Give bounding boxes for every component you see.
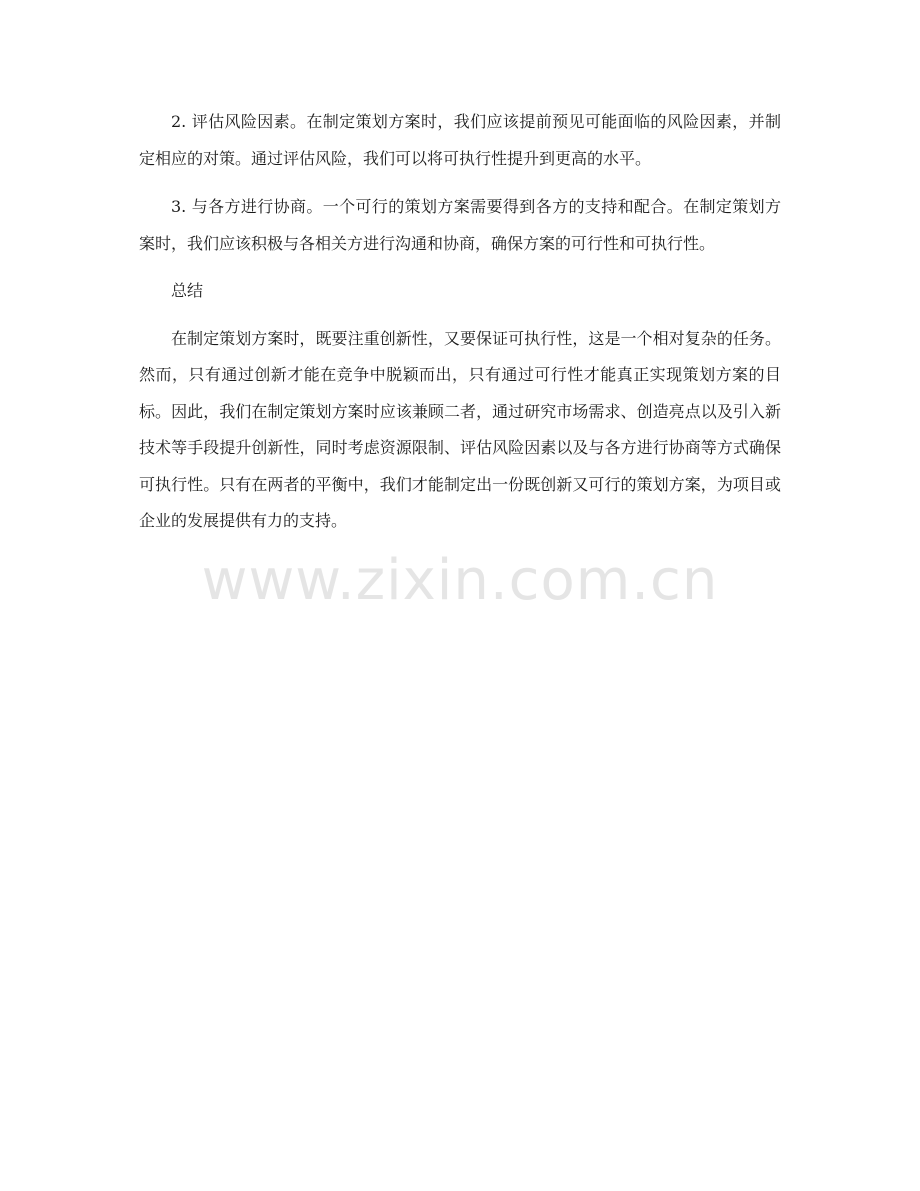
paragraph-risk-assessment: 2. 评估风险因素。在制定策划方案时，我们应该提前预见可能面临的风险因素，并制定相应的对策。通过评估风险，我们可以将可执行性提升到更高的水平。 — [139, 112, 781, 168]
watermark: www.zixin.com.cn — [201, 548, 719, 613]
paragraph-negotiation: 3. 与各方进行协商。一个可行的策划方案需要得到各方的支持和配合。在制定策划方案时，我们应该积极与各相关方进行沟通和协商，确保方案的可行性和可执行性。 — [139, 197, 781, 253]
paragraph-summary: 在制定策划方案时，既要注重创新性，又要保证可执行性，这是一个相对复杂的任务。然而，只有通过创新才能在竞争中脱颖而出，只有通过可行性才能真正实现策划方案的目标。因此，我们在制定策划方案时应该兼顾二者，通过研究市场需求、创造亮点以及引入新技术等手段提升创新性，同时考虑资源限制、评估风险因素以及与各方进行协商等方式确保可执行性。只有在两者的平衡中，我们才能制定出一份既创新又可行的策划方案，为项目或企业的发展提供有力的支持。 — [139, 328, 781, 530]
section-heading-summary: 总结 — [171, 281, 204, 300]
document-body — [139, 104, 781, 540]
